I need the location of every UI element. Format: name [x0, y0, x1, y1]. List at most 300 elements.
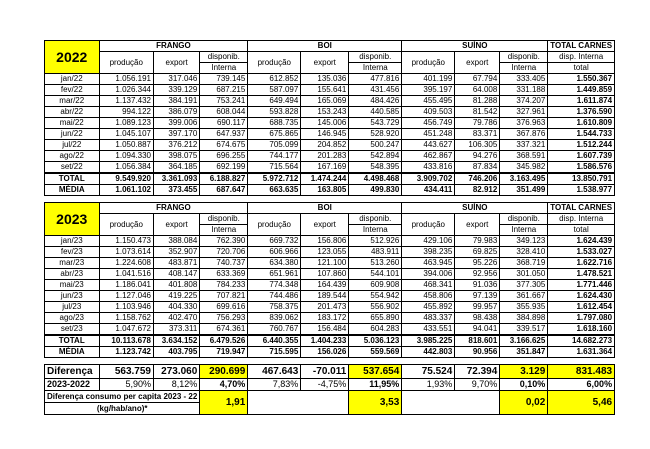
value-cell: 1.127.046: [99, 291, 154, 302]
value-cell: 483.911: [349, 247, 402, 258]
value-cell: 1.586.576: [548, 162, 615, 174]
month-label: jun/22: [45, 129, 100, 140]
table-2022: [45, 41, 615, 196]
value-cell: 398.235: [402, 247, 455, 258]
value-cell: 651.961: [248, 269, 301, 280]
col-producao: produção: [99, 214, 154, 236]
col-producao: produção: [402, 52, 455, 74]
total-row: [45, 335, 615, 347]
value-cell: 408.147: [154, 269, 200, 280]
table-row: [45, 107, 615, 118]
total-cell: 1.404.233: [301, 335, 349, 347]
value-cell: 548.395: [349, 162, 402, 174]
pct-cell: 6,00%: [548, 379, 615, 391]
value-cell: 165.069: [301, 96, 349, 107]
value-cell: 609.908: [349, 280, 402, 291]
col-export: export: [455, 214, 500, 236]
value-cell: 554.942: [349, 291, 402, 302]
media-cell: 1.538.977: [548, 185, 615, 196]
month-label: mai/23: [45, 280, 100, 291]
pct-cell: 4,70%: [200, 379, 248, 391]
value-cell: 386.079: [154, 107, 200, 118]
col-disp-total-2: total: [548, 63, 615, 74]
media-cell: 1.631.364: [548, 347, 615, 358]
value-cell: 94.041: [455, 324, 500, 336]
col-producao: produção: [99, 52, 154, 74]
value-cell: 189.544: [301, 291, 349, 302]
value-cell: 612.852: [248, 74, 301, 85]
value-cell: 106.305: [455, 140, 500, 151]
value-cell: 92.956: [455, 269, 500, 280]
col-disp-total-2: total: [548, 225, 615, 236]
value-cell: 317.046: [154, 74, 200, 85]
value-cell: 204.852: [301, 140, 349, 151]
col-dispon: disponib.: [500, 52, 548, 63]
group-total-2023: TOTAL CARNES: [548, 203, 615, 214]
group-frango-2023: FRANGO: [99, 203, 248, 214]
value-cell: 374.207: [500, 96, 548, 107]
diff-cell: 467.643: [248, 365, 301, 379]
value-cell: 606.966: [248, 247, 301, 258]
value-cell: 367.876: [500, 129, 548, 140]
pct-cell: 1,93%: [402, 379, 455, 391]
col-dispon-interna: Interna: [349, 225, 402, 236]
media-cell: 403.795: [154, 347, 200, 358]
media-cell: 559.569: [349, 347, 402, 358]
value-cell: 87.834: [455, 162, 500, 174]
value-cell: 784.233: [200, 280, 248, 291]
percapita-suino: 0,02: [500, 391, 548, 415]
value-cell: 135.036: [301, 74, 349, 85]
value-cell: 593.828: [248, 107, 301, 118]
value-cell: 431.456: [349, 85, 402, 96]
month-label: mar/23: [45, 258, 100, 269]
value-cell: 440.585: [349, 107, 402, 118]
value-cell: 395.197: [402, 85, 455, 96]
month-label: jan/23: [45, 236, 100, 247]
value-cell: 153.243: [301, 107, 349, 118]
month-label: set/23: [45, 324, 100, 336]
value-cell: 398.075: [154, 151, 200, 162]
table-row: [45, 302, 615, 313]
pct-label: 2023-2022: [45, 379, 100, 391]
value-cell: 201.473: [301, 302, 349, 313]
value-cell: 1.073.614: [99, 247, 154, 258]
value-cell: 81.288: [455, 96, 500, 107]
total-cell: 3.985.225: [402, 335, 455, 347]
total-cell: 818.601: [455, 335, 500, 347]
value-cell: 477.816: [349, 74, 402, 85]
value-cell: 384.898: [500, 313, 548, 324]
percapita-frango: 1,91: [200, 391, 248, 415]
value-cell: 744.486: [248, 291, 301, 302]
value-cell: 462.867: [402, 151, 455, 162]
value-cell: 753.241: [200, 96, 248, 107]
total-cell: 6.188.827: [200, 173, 248, 185]
value-cell: 463.945: [402, 258, 455, 269]
value-cell: 388.084: [154, 236, 200, 247]
value-cell: 1.611.874: [548, 96, 615, 107]
value-cell: 145.006: [301, 118, 349, 129]
pct-cell: 11,95%: [349, 379, 402, 391]
media-cell: 82.912: [455, 185, 500, 196]
col-dispon-interna: Interna: [200, 225, 248, 236]
col-export: export: [301, 214, 349, 236]
col-dispon: disponib.: [200, 52, 248, 63]
value-cell: 696.255: [200, 151, 248, 162]
table-row: [45, 140, 615, 151]
value-cell: 608.044: [200, 107, 248, 118]
value-cell: 339.517: [500, 324, 548, 336]
group-boi-2022: BOI: [248, 41, 402, 52]
value-cell: 690.117: [200, 118, 248, 129]
value-cell: 349.123: [500, 236, 548, 247]
group-frango-2022: FRANGO: [99, 41, 248, 52]
value-cell: 67.794: [455, 74, 500, 85]
total-cell: 6.479.526: [200, 335, 248, 347]
value-cell: 699.616: [200, 302, 248, 313]
value-cell: 146.945: [301, 129, 349, 140]
total-cell: 14.682.273: [548, 335, 615, 347]
value-cell: 674.361: [200, 324, 248, 336]
media-cell: 442.803: [402, 347, 455, 358]
value-cell: 394.006: [402, 269, 455, 280]
value-cell: 744.177: [248, 151, 301, 162]
diff-cell-highlight: 831.483: [548, 365, 615, 379]
value-cell: 513.260: [349, 258, 402, 269]
value-cell: 483.337: [402, 313, 455, 324]
value-cell: 715.564: [248, 162, 301, 174]
month-label: abr/22: [45, 107, 100, 118]
value-cell: 707.821: [200, 291, 248, 302]
value-cell: 399.006: [154, 118, 200, 129]
value-cell: 429.106: [402, 236, 455, 247]
value-cell: 301.050: [500, 269, 548, 280]
value-cell: 1.449.859: [548, 85, 615, 96]
value-cell: 1.186.041: [99, 280, 154, 291]
value-cell: 1.618.160: [548, 324, 615, 336]
total-label: TOTAL: [45, 173, 100, 185]
value-cell: 1.158.762: [99, 313, 154, 324]
pct-cell: 7,83%: [248, 379, 301, 391]
group-total-2022: TOTAL CARNES: [548, 41, 615, 52]
value-cell: 339.129: [154, 85, 200, 96]
value-cell: 655.890: [349, 313, 402, 324]
value-cell: 397.170: [154, 129, 200, 140]
value-cell: 69.825: [455, 247, 500, 258]
col-dispon: disponib.: [500, 214, 548, 225]
value-cell: 484.426: [349, 96, 402, 107]
table-row: [45, 291, 615, 302]
value-cell: 164.439: [301, 280, 349, 291]
value-cell: 762.390: [200, 236, 248, 247]
value-cell: 1.050.887: [99, 140, 154, 151]
value-cell: 458.806: [402, 291, 455, 302]
value-cell: 352.907: [154, 247, 200, 258]
col-producao: produção: [248, 214, 301, 236]
value-cell: 79.786: [455, 118, 500, 129]
total-cell: 3.163.495: [500, 173, 548, 185]
month-label: abr/23: [45, 269, 100, 280]
value-cell: 376.212: [154, 140, 200, 151]
value-cell: 556.902: [349, 302, 402, 313]
empty-cell: [402, 391, 500, 415]
value-cell: 1.550.367: [548, 74, 615, 85]
value-cell: 355.935: [500, 302, 548, 313]
table-row: [45, 258, 615, 269]
value-cell: 1.533.027: [548, 247, 615, 258]
value-cell: 455.495: [402, 96, 455, 107]
value-cell: 156.484: [301, 324, 349, 336]
media-row: [45, 185, 615, 196]
pct-cell: -4,75%: [301, 379, 349, 391]
total-cell: 13.850.791: [548, 173, 615, 185]
value-cell: 692.199: [200, 162, 248, 174]
value-cell: 1.624.430: [548, 291, 615, 302]
value-cell: 83.371: [455, 129, 500, 140]
media-cell: 156.026: [301, 347, 349, 358]
value-cell: 649.494: [248, 96, 301, 107]
total-cell: 6.440.355: [248, 335, 301, 347]
value-cell: 994.122: [99, 107, 154, 118]
pct-cell: 5,90%: [99, 379, 154, 391]
diff-cell: -70.011: [301, 365, 349, 379]
table-row: [45, 85, 615, 96]
value-cell: 419.225: [154, 291, 200, 302]
value-cell: 345.982: [500, 162, 548, 174]
value-cell: 79.983: [455, 236, 500, 247]
value-cell: 542.894: [349, 151, 402, 162]
value-cell: 544.101: [349, 269, 402, 280]
value-cell: 91.036: [455, 280, 500, 291]
value-cell: 500.247: [349, 140, 402, 151]
meat-supply-table: [44, 40, 615, 415]
value-cell: 739.145: [200, 74, 248, 85]
percapita-label: Diferença consumo per capita 2023 - 22: [45, 391, 200, 403]
value-cell: 1.610.809: [548, 118, 615, 129]
value-cell: 361.667: [500, 291, 548, 302]
table-row: [45, 313, 615, 324]
value-cell: 1.103.946: [99, 302, 154, 313]
percapita-boi: 3,53: [349, 391, 402, 415]
col-export: export: [301, 52, 349, 74]
value-cell: 443.627: [402, 140, 455, 151]
value-cell: 377.305: [500, 280, 548, 291]
value-cell: 705.099: [248, 140, 301, 151]
value-cell: 1.622.716: [548, 258, 615, 269]
value-cell: 368.719: [500, 258, 548, 269]
value-cell: 331.188: [500, 85, 548, 96]
value-cell: 1.137.432: [99, 96, 154, 107]
table-row: [45, 74, 615, 85]
table-row: [45, 247, 615, 258]
group-boi-2023: BOI: [248, 203, 402, 214]
value-cell: 647.937: [200, 129, 248, 140]
value-cell: 1.047.672: [99, 324, 154, 336]
value-cell: 483.871: [154, 258, 200, 269]
value-cell: 1.512.244: [548, 140, 615, 151]
total-cell: 3.909.702: [402, 173, 455, 185]
value-cell: 687.215: [200, 85, 248, 96]
table-row: [45, 324, 615, 336]
media-cell: 434.411: [402, 185, 455, 196]
month-label: set/22: [45, 162, 100, 174]
value-cell: 1.771.446: [548, 280, 615, 291]
col-disp-total: disp. Interna: [548, 52, 615, 63]
value-cell: 328.410: [500, 247, 548, 258]
media-label: MÉDIA: [45, 185, 100, 196]
col-dispon-interna: Interna: [500, 225, 548, 236]
value-cell: 1.056.384: [99, 162, 154, 174]
value-cell: 401.808: [154, 280, 200, 291]
value-cell: 512.926: [349, 236, 402, 247]
table-row: [45, 129, 615, 140]
summary-table: [45, 365, 615, 415]
table-2023: [45, 203, 615, 358]
table-row: [45, 269, 615, 280]
percapita-unit-label: (kg/hab/ano)*: [45, 403, 200, 415]
value-cell: 1.056.191: [99, 74, 154, 85]
total-row: [45, 173, 615, 185]
table-row: [45, 162, 615, 174]
value-cell: 402.470: [154, 313, 200, 324]
value-cell: 456.749: [402, 118, 455, 129]
table-row: [45, 96, 615, 107]
media-cell: 163.805: [301, 185, 349, 196]
value-cell: 587.097: [248, 85, 301, 96]
diff-cell: 72.394: [455, 365, 500, 379]
value-cell: 64.008: [455, 85, 500, 96]
col-dispon-interna: Interna: [349, 63, 402, 74]
media-cell: 1.061.102: [99, 185, 154, 196]
meat-supply-table-container: [44, 40, 615, 415]
media-cell: 715.595: [248, 347, 301, 358]
media-cell: 1.123.742: [99, 347, 154, 358]
diff-cell-highlight: 537.654: [349, 365, 402, 379]
value-cell: 1.607.739: [548, 151, 615, 162]
value-cell: 376.963: [500, 118, 548, 129]
value-cell: 337.321: [500, 140, 548, 151]
year-label-2022: 2022: [45, 41, 100, 74]
total-cell: 5.036.123: [349, 335, 402, 347]
media-cell: 90.956: [455, 347, 500, 358]
month-label: ago/23: [45, 313, 100, 324]
value-cell: 1.544.733: [548, 129, 615, 140]
value-cell: 528.920: [349, 129, 402, 140]
value-cell: 1.478.521: [548, 269, 615, 280]
value-cell: 839.062: [248, 313, 301, 324]
media-cell: 373.455: [154, 185, 200, 196]
month-label: mar/22: [45, 96, 100, 107]
total-cell: 746.206: [455, 173, 500, 185]
table-row: [45, 151, 615, 162]
col-disp-total: disp. Interna: [548, 214, 615, 225]
col-producao: produção: [402, 214, 455, 236]
value-cell: 1.026.344: [99, 85, 154, 96]
media-cell: 663.635: [248, 185, 301, 196]
diff-cell: 75.524: [402, 365, 455, 379]
empty-cell: [248, 391, 349, 415]
value-cell: 94.276: [455, 151, 500, 162]
pct-cell: 9,70%: [455, 379, 500, 391]
value-cell: 1.612.454: [548, 302, 615, 313]
value-cell: 373.311: [154, 324, 200, 336]
media-cell: 351.847: [500, 347, 548, 358]
total-cell: 4.498.468: [349, 173, 402, 185]
value-cell: 167.169: [301, 162, 349, 174]
value-cell: 156.806: [301, 236, 349, 247]
total-cell: 10.113.678: [99, 335, 154, 347]
value-cell: 433.816: [402, 162, 455, 174]
total-label: TOTAL: [45, 335, 100, 347]
value-cell: 543.729: [349, 118, 402, 129]
media-cell: 351.499: [500, 185, 548, 196]
col-dispon-interna: Interna: [200, 63, 248, 74]
col-producao: produção: [248, 52, 301, 74]
media-cell: 499.830: [349, 185, 402, 196]
value-cell: 107.860: [301, 269, 349, 280]
diferenca-label: Diferença: [45, 365, 100, 379]
value-cell: 1.094.330: [99, 151, 154, 162]
diff-cell: 273.060: [154, 365, 200, 379]
value-cell: 1.624.439: [548, 236, 615, 247]
value-cell: 327.961: [500, 107, 548, 118]
total-cell: 3.634.152: [154, 335, 200, 347]
col-export: export: [154, 52, 200, 74]
value-cell: 1.224.608: [99, 258, 154, 269]
col-dispon: disponib.: [349, 214, 402, 225]
month-label: fev/23: [45, 247, 100, 258]
value-cell: 155.641: [301, 85, 349, 96]
media-cell: 687.647: [200, 185, 248, 196]
value-cell: 455.892: [402, 302, 455, 313]
month-label: jul/23: [45, 302, 100, 313]
value-cell: 333.405: [500, 74, 548, 85]
value-cell: 1.150.473: [99, 236, 154, 247]
month-label: jun/23: [45, 291, 100, 302]
value-cell: 368.591: [500, 151, 548, 162]
value-cell: 675.865: [248, 129, 301, 140]
diff-cell-highlight: 3.129: [500, 365, 548, 379]
value-cell: 98.438: [455, 313, 500, 324]
pct-cell: 0,10%: [500, 379, 548, 391]
value-cell: 774.348: [248, 280, 301, 291]
value-cell: 121.100: [301, 258, 349, 269]
value-cell: 433.551: [402, 324, 455, 336]
value-cell: 1.089.123: [99, 118, 154, 129]
value-cell: 384.191: [154, 96, 200, 107]
total-cell: 9.549.920: [99, 173, 154, 185]
table-row: [45, 280, 615, 291]
value-cell: 1.376.590: [548, 107, 615, 118]
value-cell: 468.341: [402, 280, 455, 291]
media-label: MÉDIA: [45, 347, 100, 358]
media-cell: 719.947: [200, 347, 248, 358]
diff-cell: 563.759: [99, 365, 154, 379]
total-cell: 3.361.093: [154, 173, 200, 185]
value-cell: 201.283: [301, 151, 349, 162]
value-cell: 758.375: [248, 302, 301, 313]
value-cell: 183.172: [301, 313, 349, 324]
value-cell: 95.226: [455, 258, 500, 269]
value-cell: 1.797.080: [548, 313, 615, 324]
value-cell: 688.735: [248, 118, 301, 129]
value-cell: 720.706: [200, 247, 248, 258]
value-cell: 123.055: [301, 247, 349, 258]
value-cell: 1.045.107: [99, 129, 154, 140]
col-dispon-interna: Interna: [500, 63, 548, 74]
total-cell: 3.166.625: [500, 335, 548, 347]
